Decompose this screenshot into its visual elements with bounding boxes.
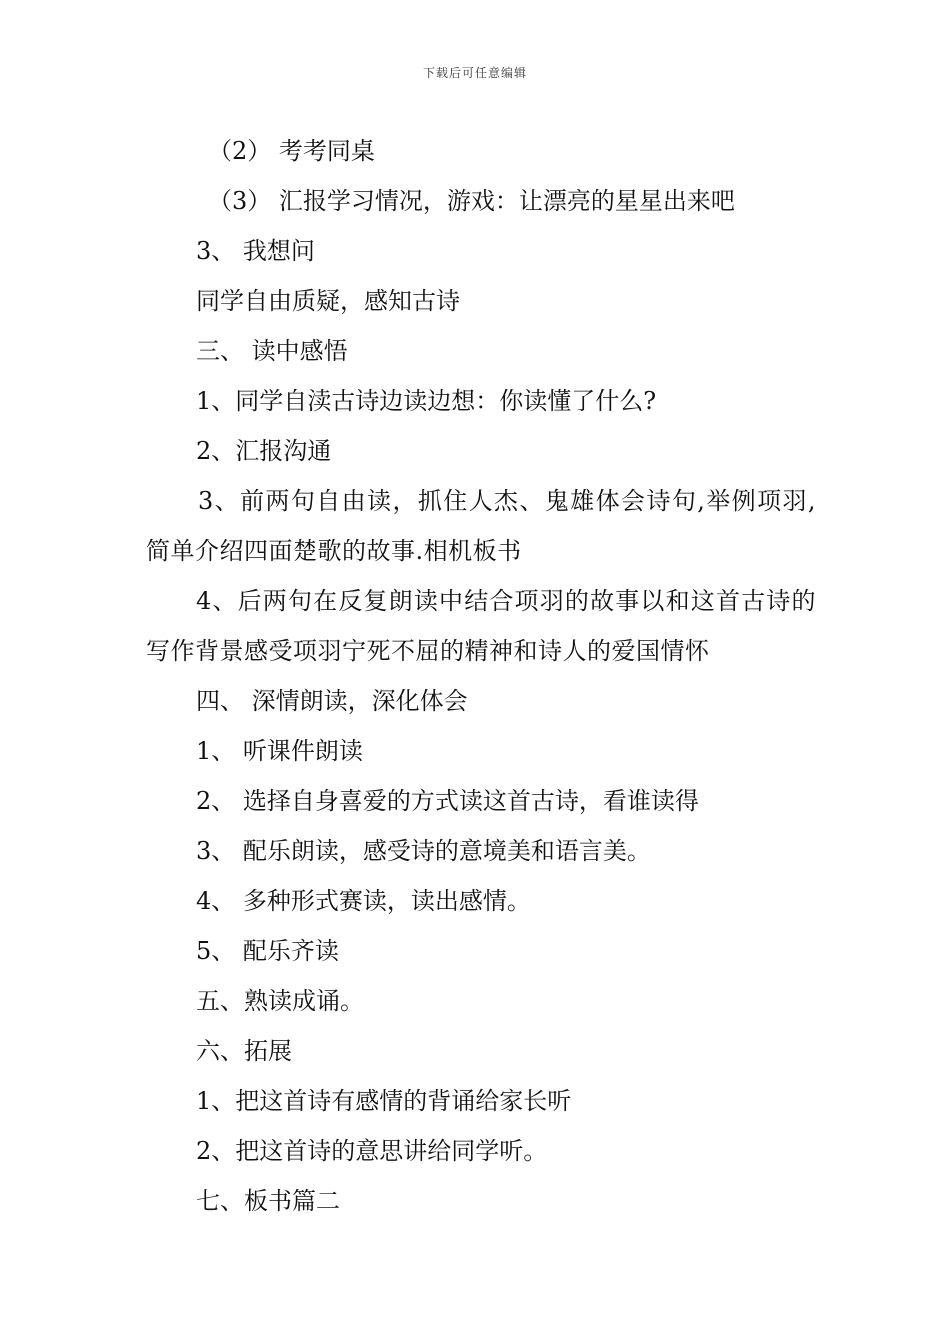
document-body	[146, 126, 816, 1226]
text-line: 1、同学自渎古诗边读边想：你读懂了什么?	[196, 387, 657, 415]
section-heading: 七、板书篇二	[196, 1187, 340, 1215]
section-heading: 四、 深情朗读，深化体会	[196, 687, 468, 715]
text-line: 1、 听课件朗读	[196, 737, 363, 765]
text-line: 2、汇报沟通	[196, 437, 332, 465]
paragraph: 4、后两句在反复朗读中结合项羽的故事以和这首古诗的写作背景感受项羽宁死不屈的精神和诗人的爱国情怀	[146, 587, 816, 665]
section-heading: 三、 读中感悟	[196, 337, 348, 365]
text-line: 1、把这首诗有感情的背诵给家长听	[196, 1087, 572, 1115]
text-line: （2） 考考同桌	[208, 137, 375, 165]
text-line: 2、 选择自身喜爱的方式读这首古诗，看谁读得	[196, 787, 699, 815]
text-line: 同学自由质疑，感知古诗	[196, 287, 460, 315]
section-heading: 六、拓展	[196, 1037, 292, 1065]
section-heading: 五、熟读成诵。	[196, 987, 364, 1015]
text-line: 3、 配乐朗读，感受诗的意境美和语言美。	[196, 837, 651, 865]
text-line: 2、把这首诗的意思讲给同学听。	[196, 1137, 548, 1165]
paragraph: 3、前两句自由读，抓住人杰、鬼雄体会诗句,举例项羽,简单介绍四面楚歌的故事.相机板书	[146, 487, 816, 565]
text-line: 3、 我想问	[196, 237, 315, 265]
text-line: （3） 汇报学习情况，游戏：让漂亮的星星出来吧	[208, 187, 735, 215]
text-line: 5、 配乐齐读	[196, 937, 339, 965]
page-header: 下载后可任意编辑	[422, 66, 527, 80]
text-line: 4、 多种形式赛读，读出感情。	[196, 887, 531, 915]
